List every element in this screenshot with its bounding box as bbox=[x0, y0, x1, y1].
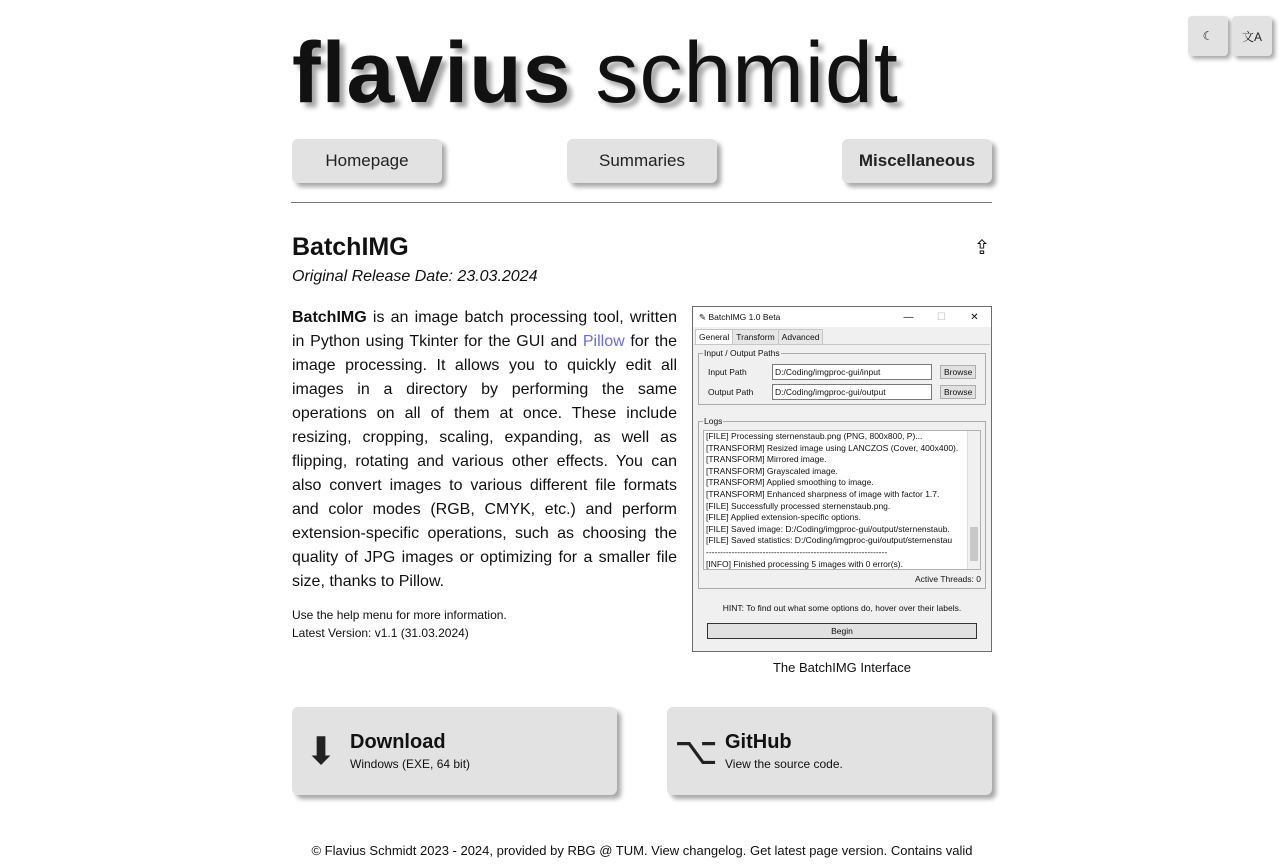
app-titlebar bbox=[693, 307, 991, 327]
log-line: [TRANSFORM] Mirrored image. bbox=[706, 454, 827, 465]
close-icon: ✕ bbox=[970, 311, 979, 323]
language-icon[interactable]: 文A bbox=[1232, 16, 1272, 56]
top-icons bbox=[1188, 16, 1272, 56]
site-title-second: schmidt bbox=[595, 25, 899, 121]
output-browse-button: Browse bbox=[940, 385, 976, 399]
footer: © Flavius Schmidt 2023 - 2024, provided by RBG @ TUM. View changelog. Get latest page version. Contains valid bbox=[311, 843, 973, 858]
app-tab-advanced: Advanced bbox=[778, 329, 824, 344]
description bbox=[292, 306, 677, 594]
description-part1: is an image batch processing tool, written in Python using Tkinter for the GUI and bbox=[292, 309, 677, 350]
input-path-field: D:/Coding/imgproc-gui/input bbox=[772, 364, 932, 380]
site-title-first: flavius bbox=[292, 25, 572, 121]
theme-toggle-icon[interactable]: ☾ bbox=[1188, 16, 1228, 56]
github-title: GitHub bbox=[725, 731, 792, 753]
log-line: [INFO] Finished processing 5 images with 0 error(s). bbox=[706, 558, 903, 569]
app-body bbox=[694, 344, 990, 643]
log-line: ---------------------------------------------------------------- bbox=[706, 546, 888, 557]
help-line: Use the help menu for more information. bbox=[292, 608, 507, 622]
log-line: [TRANSFORM] Grayscaled image. bbox=[706, 465, 838, 476]
download-row bbox=[292, 707, 992, 795]
log-line: [TRANSFORM] Applied smoothing to image. bbox=[706, 477, 874, 488]
nav-homepage[interactable]: Homepage bbox=[292, 139, 442, 183]
nav-summaries[interactable]: Summaries bbox=[567, 139, 717, 183]
github-card[interactable] bbox=[667, 707, 992, 795]
divider bbox=[291, 202, 992, 203]
nav-miscellaneous[interactable]: Miscellaneous bbox=[842, 139, 992, 183]
page-wrapper bbox=[292, 0, 992, 686]
description-part2: for the image processing. It allows you to quickly edit all images in a directory by performing the same operations on all of them at once. These include resizing, cropping, scaling, expanding, as well as flipping, rotating and various other effects. You can also convert images to various different file formats and color modes (RGB, CMYK, etc.) and perform extension-specific operations, such as choosing the quality of JPG images or optimizing for a smaller file size, thanks to Pillow. bbox=[292, 333, 677, 590]
github-subtitle: View the source code. bbox=[725, 757, 843, 771]
share-icon[interactable]: ⇪ bbox=[973, 237, 991, 259]
input-label: Input Path bbox=[708, 367, 747, 377]
download-card[interactable] bbox=[292, 707, 617, 795]
input-browse-button: Browse bbox=[940, 365, 976, 379]
feather-icon: ✎ bbox=[699, 311, 709, 322]
article-header bbox=[292, 233, 992, 262]
output-path-field: D:/Coding/imgproc-gui/output bbox=[772, 384, 932, 400]
download-icon: ⬇ bbox=[305, 730, 337, 773]
log-line: [FILE] Applied extension-specific options. bbox=[706, 512, 861, 523]
download-title: Download bbox=[350, 731, 446, 753]
figure-caption: The BatchIMG Interface bbox=[772, 660, 911, 675]
page-title: BatchIMG bbox=[292, 233, 409, 261]
log-line: [FILE] Saved statistics: D:/Coding/imgproc-gui/output/sternenstau bbox=[706, 535, 953, 546]
log-line: [FILE] Successfully processed sternenstaub.png. bbox=[706, 500, 891, 511]
version-line: Latest Version: v1.1 (31.03.2024) bbox=[292, 626, 469, 640]
main-nav bbox=[292, 139, 992, 183]
github-icon: ⌥ bbox=[674, 730, 718, 773]
logs-group bbox=[698, 416, 986, 589]
app-screenshot bbox=[692, 306, 992, 675]
app-tab-general: General bbox=[695, 329, 733, 344]
log-line: [FILE] Saved image: D:/Coding/imgproc-gui/output/sternenstaub. bbox=[706, 523, 950, 534]
log-scrollbar bbox=[967, 431, 980, 569]
app-tabs bbox=[693, 329, 991, 344]
active-threads: Active Threads: 0 bbox=[915, 574, 981, 584]
pillow-link[interactable]: Pillow bbox=[582, 333, 625, 350]
app-hint: HINT: To find out what some options do, hover over their labels. bbox=[722, 603, 962, 613]
release-date: Original Release Date: 23.03.2024 bbox=[292, 268, 538, 285]
begin-button: Begin bbox=[707, 623, 977, 639]
maximize-icon: ☐ bbox=[937, 311, 946, 323]
site-title[interactable] bbox=[292, 24, 992, 121]
app-window bbox=[692, 306, 992, 652]
paths-group bbox=[698, 348, 986, 405]
app-tab-transform: Transform bbox=[732, 329, 778, 344]
article-content bbox=[292, 306, 992, 686]
log-line: [TRANSFORM] Resized image using LANCZOS (Cover, 400x400). bbox=[706, 442, 959, 453]
log-line: [TRANSFORM] Enhanced sharpness of image with factor 1.7. bbox=[706, 488, 940, 499]
logs-legend: Logs bbox=[704, 416, 723, 426]
app-title: BatchIMG 1.0 Beta bbox=[708, 312, 781, 322]
log-view bbox=[703, 430, 981, 570]
paths-legend: Input / Output Paths bbox=[704, 348, 780, 358]
output-label: Output Path bbox=[708, 387, 754, 397]
download-subtitle: Windows (EXE, 64 bit) bbox=[350, 757, 471, 771]
description-bold: BatchIMG bbox=[292, 309, 367, 326]
minimize-icon: — bbox=[903, 311, 914, 323]
log-line: [FILE] Processing sternenstaub.png (PNG, 800x800, P)... bbox=[706, 431, 923, 441]
help-info bbox=[292, 606, 507, 642]
